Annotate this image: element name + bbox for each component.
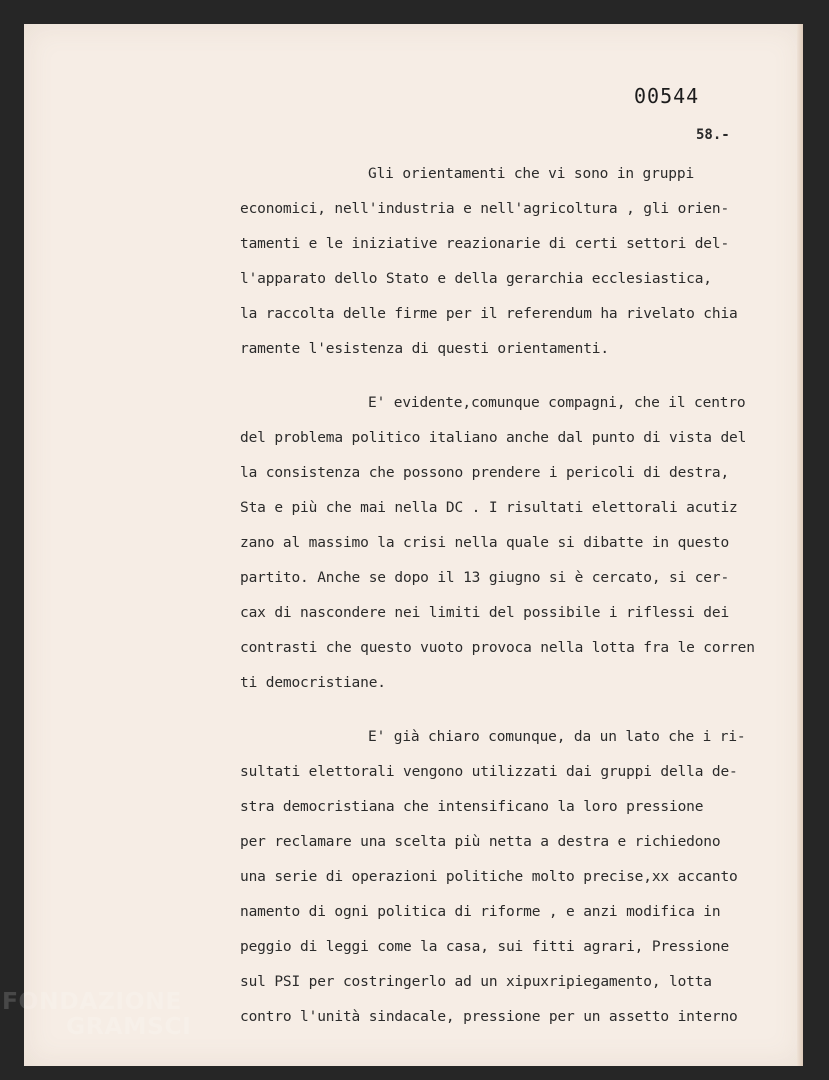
text-line: sultati elettorali vengono utilizzati dai gruppi della de- [240, 764, 738, 780]
fondazione-gramsci-watermark [2, 989, 191, 1039]
watermark-line-2: GRAMSCI [66, 1012, 192, 1040]
text-line: la raccolta delle firme per il referendum ha rivelato chia [240, 306, 738, 322]
text-line: una serie di operazioni politiche molto precise,xx accanto [240, 869, 738, 885]
text-line: ti democristiane. [240, 675, 386, 691]
text-line: partito. Anche se dopo il 13 giugno si è cercato, si cer- [240, 570, 730, 586]
body-text [240, 164, 780, 1042]
text-line: E' evidente,comunque compagni, che il centro [368, 395, 746, 411]
text-line: contro l'unità sindacale, pressione per un assetto interno [240, 1009, 738, 1025]
text-line: del problema politico italiano anche dal punto di vista del [240, 430, 747, 446]
document-number: 00544 [634, 84, 700, 108]
text-line: per reclamare una scelta più netta a destra e richiedono [240, 834, 721, 850]
text-line: stra democristiana che intensificano la loro pressione [240, 799, 704, 815]
paragraph-gap [240, 708, 780, 727]
text-line: zano al massimo la crisi nella quale si dibatte in questo [240, 535, 730, 551]
page-number: 58.- [696, 127, 730, 143]
document-page [24, 24, 803, 1066]
text-line: economici, nell'industria e nell'agricoltura , gli orien- [240, 201, 730, 217]
text-line: Gli orientamenti che vi sono in gruppi [368, 166, 695, 182]
text-line: peggio di leggi come la casa, sui fitti agrari, Pressione [240, 939, 730, 955]
text-line: contrasti che questo vuoto provoca nella lotta fra le corren [240, 640, 755, 656]
text-line: cax di nascondere nei limiti del possibile i riflessi dei [240, 605, 730, 621]
text-line: l'apparato dello Stato e della gerarchia ecclesiastica, [240, 271, 712, 287]
text-line: namento di ogni politica di riforme , e anzi modifica in [240, 904, 721, 920]
text-line: Sta e più che mai nella DC . I risultati elettorali acutiz [240, 500, 738, 516]
text-line: ramente l'esistenza di questi orientamenti. [240, 341, 609, 357]
page-edge [797, 24, 803, 1066]
text-line: la consistenza che possono prendere i pericoli di destra, [240, 465, 730, 481]
text-line: E' già chiaro comunque, da un lato che i ri- [368, 729, 746, 745]
paragraph-gap [240, 374, 780, 393]
text-line: sul PSI per costringerlo ad un xipuxripiegamento, lotta [240, 974, 712, 990]
text-line: tamenti e le iniziative reazionarie di certi settori del- [240, 236, 730, 252]
watermark-line-1: FONDAZIONE [2, 987, 182, 1015]
